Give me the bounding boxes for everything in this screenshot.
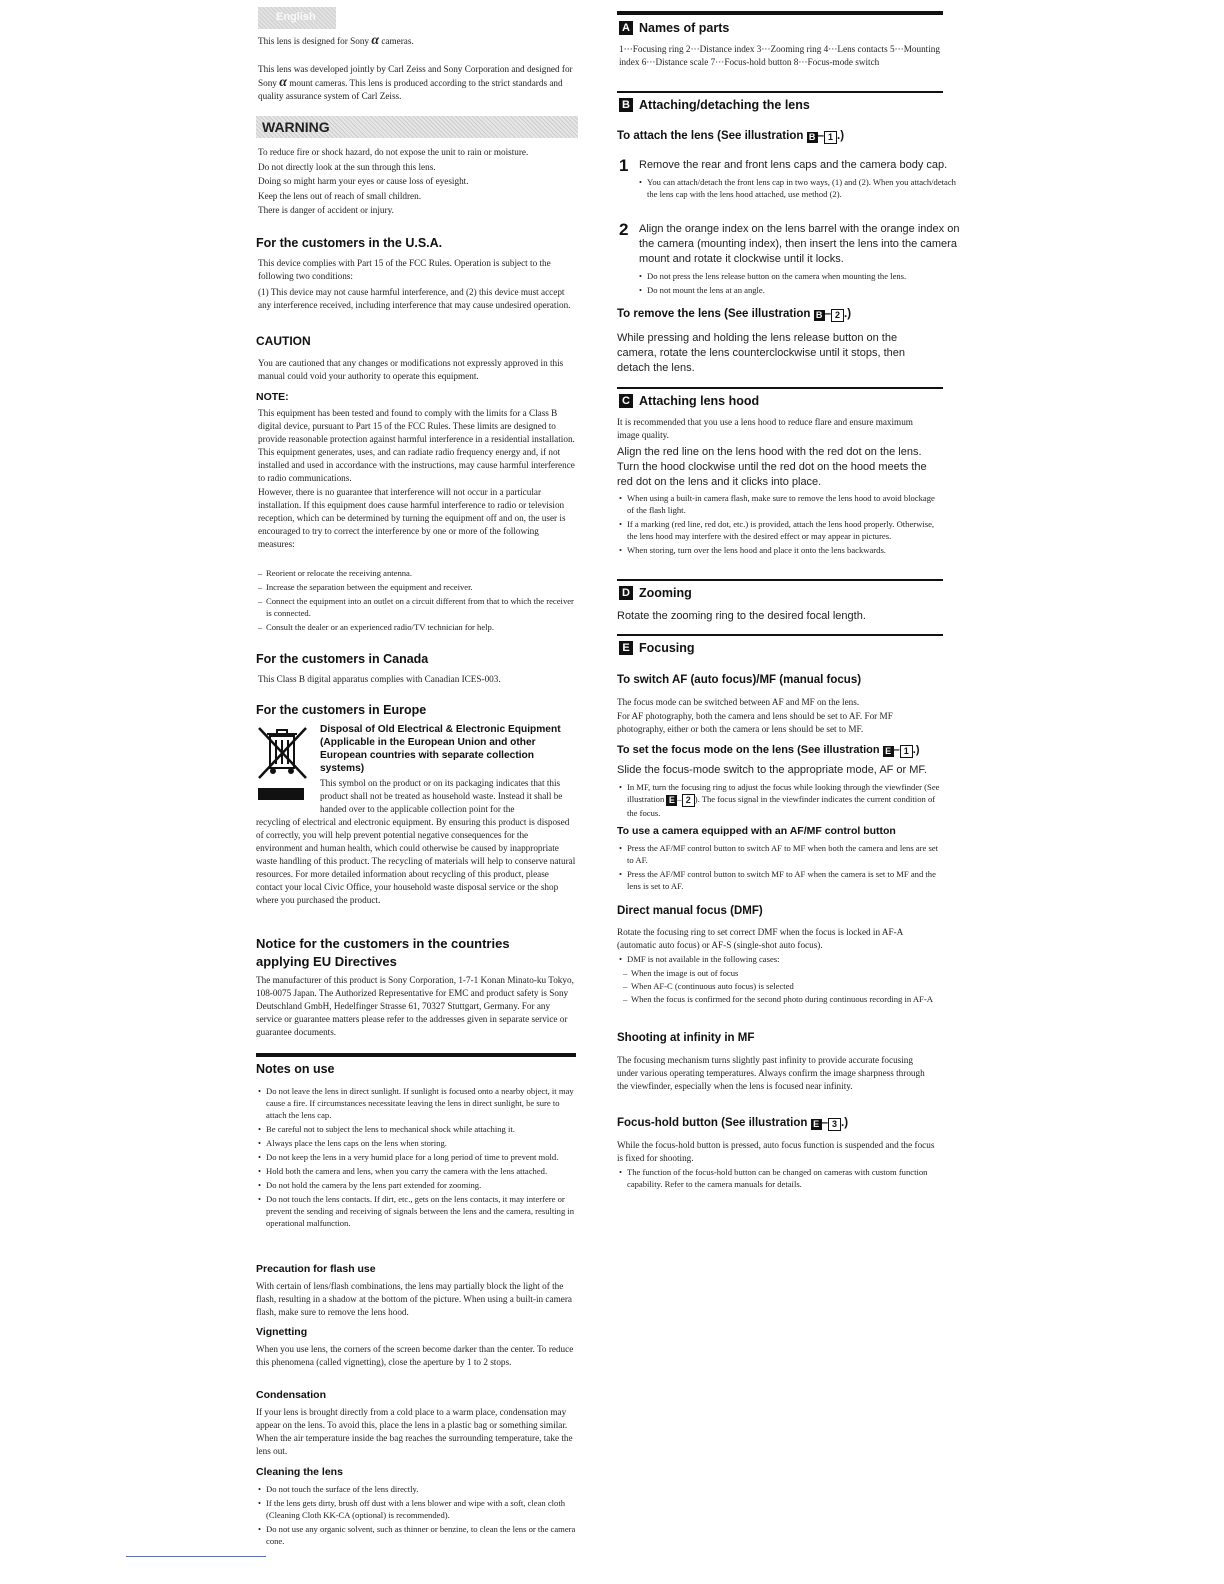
hood-intro: It is recommended that you use a lens hood to reduce flare and ensure maximum image quality.	[617, 417, 913, 440]
list-item: • The function of the focus-hold button can be changed on cameras with custom function capability. Refer to the camera manuals for details.	[619, 1166, 941, 1190]
warning-banner	[256, 116, 578, 138]
warning-title: WARNING	[262, 119, 330, 135]
cleaning-heading: Cleaning the lens	[256, 1466, 343, 1478]
list-item: • In MF, turn the focusing ring to adjust the focus while looking through the viewfinder (See illustration E – 2 ). The focus signal in the viewfinder indicates the current condition of the focus.	[619, 781, 941, 819]
section-b-header	[619, 97, 810, 113]
section-letter-badge: E	[619, 641, 633, 655]
list-item: • Do not use any organic solvent, such as thinner or benzine, to clean the lens or the camera cone.	[258, 1523, 578, 1547]
list-item: – Consult the dealer or an experienced radio/TV technician for help.	[258, 621, 580, 633]
list-item: • Hold both the camera and lens, when you carry the camera with the lens attached.	[258, 1165, 578, 1177]
list-item: • If the lens gets dirty, brush off dust with a lens blower and wipe with a soft, clean cloth (Cleaning Cloth KK-CA (optional) is recommended).	[258, 1497, 578, 1521]
vignetting-heading: Vignetting	[256, 1326, 308, 1338]
illustration-ref-badge: E	[811, 1119, 822, 1130]
list-item: • Do not press the lens release button on the camera when mounting the lens.	[639, 270, 961, 282]
notes-heading: Notes on use	[256, 1062, 335, 1076]
usa-paragraph: This device complies with Part 15 of the FCC Rules. Operation is subject to the following two conditions:	[258, 258, 551, 281]
list-item: • Always place the lens caps on the lens when storing.	[258, 1137, 578, 1149]
focus-hold-heading: Focus-hold button (See illustration E – 3 .)	[617, 1117, 849, 1129]
step-number: 1	[619, 156, 629, 175]
control-notes	[619, 842, 941, 892]
caution-text: You are cautioned that any changes or modifications not expressly approved in this manual could void your authority to operate this equipment.	[258, 358, 564, 381]
list-item: • Press the AF/MF control button to switch AF to MF when both the camera and lens are set to AF.	[619, 842, 941, 866]
note-paragraph: This equipment has been tested and found to comply with the limits for a Class B digital device, pursuant to Part 15 of the FCC Rules. These limits are designed to provide reasonable protection against harmful interference in a residential installation. This equipment generates, uses, and can radiate radio frequency energy and, if not installed and used in accordance with the instructions, may cause harmful interference to radio communications.	[258, 408, 575, 483]
list-item: – Connect the equipment into an outlet on a circuit different from that to which the receiver is connected.	[258, 595, 580, 619]
list-item: • When storing, turn over the lens hood and place it onto the lens backwards.	[619, 544, 941, 556]
parts-list: 1···Focusing ring 2···Distance index 3···Zooming ring 4···Lens contacts 5···Mounting index 6···Distance scale 7···Focus-hold button 8···Focus-mode switch	[619, 44, 940, 67]
list-item: – Increase the separation between the equipment and receiver.	[258, 581, 580, 593]
divider	[617, 579, 943, 581]
zoom-text: Rotate the zooming ring to the desired focal length.	[617, 610, 866, 622]
list-item: • Do not leave the lens in direct sunlight. If sunlight is focused onto a nearby object, it may cause a fire. If circumstances necessitate leaving the lens in direct sunlight, be sure to attach the lens cap.	[258, 1085, 578, 1121]
step-1	[619, 158, 961, 200]
section-title: Attaching/detaching the lens	[639, 98, 810, 112]
weee-text: This symbol on the product or on its packaging indicates that this product shall not be treated as household waste. Instead it shall be handed over to the applicable collection point for the	[320, 778, 563, 814]
illustration-ref-number: 2	[682, 794, 695, 807]
intro-paragraph: This lens was developed jointly by Carl Zeiss and Sony Corporation and designed for Sony α mount cameras. This lens is produced according to the strict standards and quality assurance system of Carl Zeiss.	[258, 64, 573, 101]
caution-heading: CAUTION	[256, 334, 311, 348]
dmf-text: Rotate the focusing ring to set correct DMF when the focus is locked in AF-A (automatic auto focus) or AF-S (single-shot auto focus).	[617, 927, 903, 950]
weee-heading: Disposal of Old Electrical & Electronic Equipment (Applicable in the European Union and other European countries with separate collection systems)	[320, 724, 561, 774]
warning-line: To reduce fire or shock hazard, do not expose the unit to rain or moisture.	[258, 147, 529, 157]
divider	[617, 91, 943, 93]
section-letter-badge: D	[619, 586, 633, 600]
list-item: – Reorient or relocate the receiving antenna.	[258, 567, 580, 579]
dmf-notes	[619, 953, 941, 965]
weee-symbol-icon	[256, 722, 310, 802]
divider	[256, 1053, 576, 1057]
divider	[617, 11, 943, 15]
setmode-text: Slide the focus-mode switch to the appropriate mode, AF or MF.	[617, 764, 927, 776]
list-item: – When AF-C (continuous auto focus) is selected	[623, 980, 941, 992]
focus-hold-text: While the focus-hold button is pressed, auto focus function is suspended and the focus is fixed for shooting.	[617, 1140, 935, 1163]
illustration-ref-number: 1	[824, 131, 837, 144]
cut-line	[126, 1556, 266, 1557]
list-item: • Do not touch the surface of the lens directly.	[258, 1483, 578, 1495]
section-title: Attaching lens hood	[639, 394, 760, 408]
dmf-cases	[623, 967, 941, 1005]
note-heading: NOTE:	[256, 391, 289, 403]
infinity-text: The focusing mechanism turns slightly past infinity to provide accurate focusing under various operating temperatures. Always confirm the image sharpness through the viewfinder, especially when the lens is focused near infinity.	[617, 1055, 925, 1091]
vignetting-text: When you use lens, the corners of the screen become darker than the center. To reduce this phenomena (called vignetting), close the aperture by 1 to 2 stops.	[256, 1344, 574, 1367]
step-text: Align the orange index on the lens barrel with the orange index on the camera (mounting index), then insert the lens into the camera mount and rotate it clockwise until it locks.	[639, 223, 960, 265]
attach-heading: To attach the lens (See illustration B – 1 .)	[617, 130, 845, 142]
notes-list	[258, 1085, 578, 1229]
warning-line: Keep the lens out of reach of small children.	[258, 190, 422, 201]
warning-line: Doing so might harm your eyes or cause loss of eyesight.	[258, 176, 469, 186]
eu-heading: Notice for the customers in the countries applying EU Directives	[256, 936, 510, 969]
usa-paragraph: (1) This device may not cause harmful interference, and (2) this device must accept any interference received, including interference that may cause undesired operation.	[258, 287, 571, 310]
hood-instructions: Align the red line on the lens hood with the red dot on the lens. Turn the hood clockwise until the red dot on the hood meets the red dot on the lens and it clicks into place.	[617, 446, 927, 488]
list-item: • Be careful not to subject the lens to mechanical shock while attaching it.	[258, 1123, 578, 1135]
cleaning-list	[258, 1483, 578, 1547]
illustration-ref-badge: E	[666, 795, 677, 806]
condensation-heading: Condensation	[256, 1389, 326, 1401]
intro-line: This lens is designed for Sony α cameras.	[258, 33, 414, 48]
section-letter-badge: C	[619, 394, 633, 408]
list-item: • You can attach/detach the front lens cap in two ways, (1) and (2). When you attach/detach the lens cap with the lens hood attached, use method (2).	[639, 176, 961, 200]
section-letter-badge: A	[619, 21, 633, 35]
afmf-paragraph: For AF photography, both the camera and lens should be set to AF. For MF photography, either or both the camera or lens should be set to MF.	[617, 711, 893, 734]
section-e-header	[619, 640, 695, 656]
note-paragraph: However, there is no guarantee that interference will not occur in a particular installation. If this equipment does cause harmful interference to radio or television reception, which can be determined by turning the equipment off and on, the user is encouraged to try to correct the interference by one or more of the following measures:	[258, 487, 566, 549]
list-item: • Do not keep the lens in a very humid place for a long period of time to prevent mold.	[258, 1151, 578, 1163]
infinity-heading: Shooting at infinity in MF	[617, 1032, 755, 1044]
eu-text: The manufacturer of this product is Sony Corporation, 1-7-1 Konan Minato-ku Tokyo, 108-0075 Japan. The Authorized Representative for EMC and product safety is Sony Deutschland GmbH, Hedelfinger Strasse 61, 70327 Stuttgart, Germany. For any service or guarantee matters please refer to the addresses given in separate service or guarantee documents.	[256, 975, 574, 1037]
list-item: • Do not mount the lens at an angle.	[639, 284, 961, 296]
warning-line: There is danger of accident or injury.	[258, 205, 394, 215]
section-title: Focusing	[639, 641, 695, 655]
list-item: – When the focus is confirmed for the second photo during continuous recording in AF-A	[623, 993, 941, 1005]
illustration-ref-badge: B	[807, 132, 818, 143]
afmf-paragraph: The focus mode can be switched between AF and MF on the lens.	[617, 697, 860, 707]
section-letter-badge: B	[619, 98, 633, 112]
list-item: – When the image is out of focus	[623, 967, 941, 979]
hood-notes	[619, 492, 941, 556]
step-notes	[639, 176, 961, 200]
dmf-heading: Direct manual focus (DMF)	[617, 905, 763, 917]
weee-text: recycling of electrical and electronic equipment. By ensuring this product is disposed of correctly, you will help prevent potential negative consequences for the environment and human health, which could otherwise be caused by inappropriate waste handling of this product. The recycling of materials will help to conserve natural resources. For more detailed information about recycling of this product, please contact your local Civic Office, your household waste disposal service or the shop where you purchased the product.	[256, 817, 576, 905]
illustration-ref-number: 3	[828, 1118, 841, 1131]
step-number: 2	[619, 220, 629, 239]
usa-heading: For the customers in the U.S.A.	[256, 236, 443, 250]
list-item: • DMF is not available in the following cases:	[619, 953, 941, 965]
illustration-ref-number: 2	[831, 309, 844, 322]
canada-text: This Class B digital apparatus complies with Canadian ICES-003.	[258, 674, 501, 684]
divider	[617, 634, 943, 636]
canada-heading: For the customers in Canada	[256, 652, 429, 666]
language-tag: English	[258, 7, 336, 29]
illustration-ref-badge: B	[814, 310, 825, 321]
afmf-heading: To switch AF (auto focus)/MF (manual focus)	[617, 674, 862, 686]
illustration-ref-number: 1	[900, 745, 913, 758]
warning-line: Do not directly look at the sun through this lens.	[258, 161, 436, 172]
measures-list	[258, 567, 580, 633]
warning-list	[258, 146, 578, 217]
alpha-logo: α	[371, 33, 380, 48]
flash-text: With certain of lens/flash combinations, the lens may partially block the light of the flash, resulting in a shadow at the bottom of the picture. When using a built-in camera flash, make sure to remove the lens hood.	[256, 1281, 572, 1317]
section-c-header	[619, 393, 759, 409]
remove-heading: To remove the lens (See illustration B – 2 .)	[617, 308, 852, 320]
remove-text: While pressing and holding the lens release button on the camera, rotate the lens counterclockwise until it stops, then detach the lens.	[617, 332, 905, 374]
setmode-heading: To set the focus mode on the lens (See illustration E – 1 .)	[617, 744, 920, 756]
section-d-header	[619, 585, 692, 601]
step-2	[619, 222, 961, 296]
divider	[617, 387, 943, 389]
section-title: Zooming	[639, 586, 692, 600]
setmode-notes	[619, 781, 941, 819]
list-item: • Do not hold the camera by the lens part extended for zooming.	[258, 1179, 578, 1191]
flash-heading: Precaution for flash use	[256, 1263, 376, 1275]
step-text: Remove the rear and front lens caps and the camera body cap.	[639, 159, 948, 171]
illustration-ref-badge: E	[883, 746, 894, 757]
europe-heading: For the customers in Europe	[256, 703, 427, 717]
control-heading: To use a camera equipped with an AF/MF control button	[617, 825, 896, 837]
list-item: • Press the AF/MF control button to switch MF to AF when the camera is set to MF and the lens is set to AF.	[619, 868, 941, 892]
condensation-text: If your lens is brought directly from a cold place to a warm place, condensation may appear on the lens. To avoid this, place the lens in a plastic bag or something similar. When the air temperature inside the bag reaches the surrounding temperature, take the lens out.	[256, 1407, 573, 1456]
list-item: • If a marking (red line, red dot, etc.) is provided, attach the lens hood properly. Otherwise, the lens hood may interfere with the desired effect or may appear in pictures.	[619, 518, 941, 542]
list-item: • Do not touch the lens contacts. If dirt, etc., gets on the lens contacts, it may interfere or prevent the sending and receiving of signals between the lens and the camera, resulting in operational malfunction.	[258, 1193, 578, 1229]
alpha-logo: α	[279, 75, 287, 90]
step-notes	[639, 270, 961, 296]
list-item: • When using a built-in camera flash, make sure to remove the lens hood to avoid blockage of the flash light.	[619, 492, 941, 516]
section-title: Names of parts	[639, 21, 730, 35]
focus-hold-notes	[619, 1166, 941, 1190]
section-a-header	[619, 20, 729, 36]
